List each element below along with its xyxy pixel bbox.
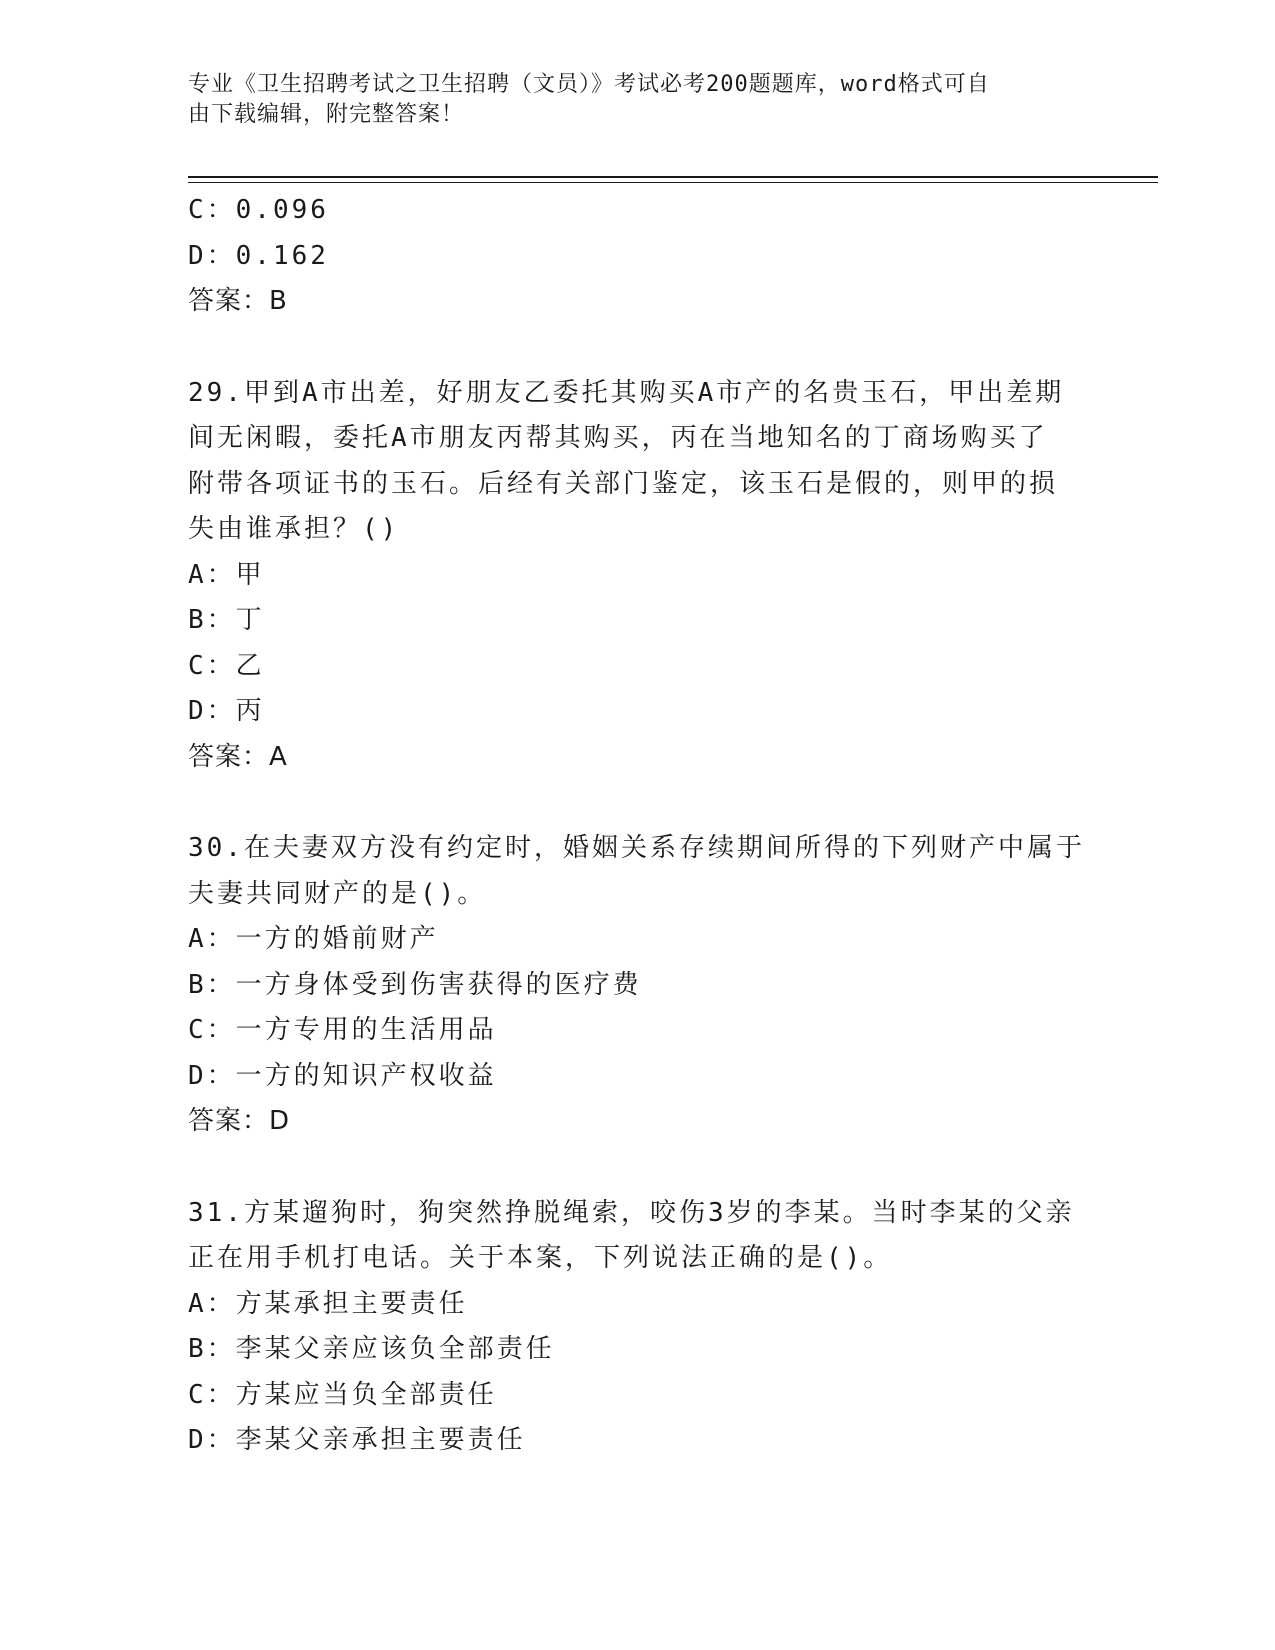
option-c: C：方某应当负全部责任 [188,1379,497,1410]
option-c: C：一方专用的生活用品 [188,1015,497,1045]
question-text-line: 正在用手机打电话。关于本案，下列说法正确的是()。 [188,1243,893,1273]
option-c: C：0.096 [188,195,329,225]
question-29 [188,371,1088,781]
question-28-tail [188,188,1088,325]
question-list [188,188,1088,1464]
option-d: D：李某父亲承担主要责任 [188,1425,526,1455]
header-divider-thick [188,176,1158,178]
question-text-line: 失由谁承担？() [188,514,400,544]
answer-line: 答案：D [188,1106,291,1136]
option-b: B：李某父亲应该负全部责任 [188,1334,555,1364]
option-b: B：一方身体受到伤害获得的医疗费 [188,969,642,1000]
option-b: B：丁 [188,605,265,635]
question-text-line: 夫妻共同财产的是()。 [188,878,487,909]
option-a: A：方某承担主要责任 [188,1288,468,1319]
spacer [188,325,1088,371]
option-d: D：0.162 [188,240,329,271]
question-31 [188,1191,1088,1464]
spacer [188,1145,1088,1191]
option-a: A：甲 [188,559,265,590]
header-divider-thin [188,182,1158,183]
question-text-line: 29.甲到A市出差，好朋友乙委托其购买A市产的名贵玉石，甲出差期 [188,377,1065,408]
question-text-line: 附带各项证书的玉石。后经有关部门鉴定，该玉石是假的，则甲的损 [188,468,1059,499]
document-header [188,70,1068,130]
header-line-2: 由下载编辑，附完整答案！ [188,102,465,127]
option-a: A：一方的婚前财产 [188,924,439,954]
spacer [188,780,1088,826]
option-d: D：一方的知识产权收益 [188,1060,497,1091]
question-text-line: 30.在夫妻双方没有约定时，婚姻关系存续期间所得的下列财产中属于 [188,833,1085,863]
answer-line: 答案：B [188,286,288,316]
header-line-1: 专业《卫生招聘考试之卫生招聘（文员）》考试必考200题题库，word格式可自 [188,72,990,97]
option-c: C：乙 [188,650,265,681]
answer-line: 答案：A [188,741,288,772]
option-d: D：丙 [188,696,265,726]
question-text-line: 间无闲暇，委托A市朋友丙帮其购买，丙在当地知名的丁商场购买了 [188,423,1048,453]
question-30 [188,826,1088,1145]
question-text-line: 31.方某遛狗时，狗突然挣脱绳索，咬伤3岁的李某。当时李某的父亲 [188,1197,1075,1228]
